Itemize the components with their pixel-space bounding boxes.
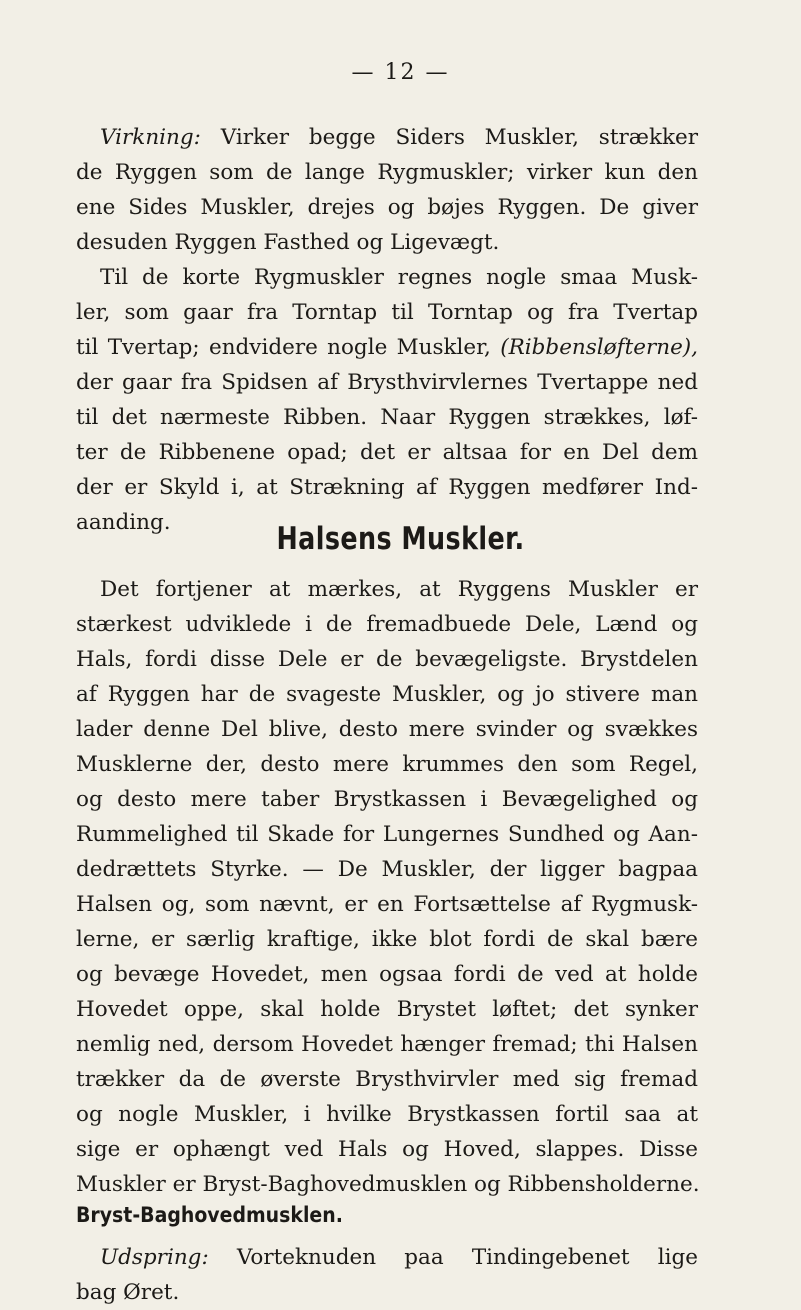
text-line: Til de korte Rygmuskler regnes nogle smaa Musk-	[100, 265, 698, 290]
paragraph-korte-rygmuskler	[76, 260, 698, 540]
text-line: stærkest udviklede i de fremadbuede Dele, Lænd og	[76, 612, 698, 637]
paragraph-udspring	[76, 1240, 698, 1310]
text-line: lerne, er særlig kraftige, ikke blot fordi de skal bære	[76, 927, 698, 952]
text-line: aanding.	[76, 510, 171, 535]
text-line	[76, 330, 698, 365]
text-line: Muskler er Bryst-Baghovedmusklen og Ribbensholderne.	[76, 1172, 700, 1197]
paragraph-virkning	[76, 120, 698, 260]
text-line: af Ryggen har de svageste Muskler, og jo stivere man	[76, 682, 698, 707]
line-text: Vorteknuden paa Tindingebenet lige	[236, 1245, 698, 1270]
text-line: til det nærmeste Ribben. Naar Ryggen strækkes, løf-	[76, 405, 698, 430]
text-line	[76, 1240, 698, 1275]
text-line: ter de Ribbenene opad; det er altsaa for en Del dem	[76, 440, 698, 465]
text-line: ler, som gaar fra Torntap til Torntap og fra Tvertap	[76, 300, 698, 325]
text-line: og bevæge Hovedet, men ogsaa fordi de ved at holde	[76, 962, 698, 987]
paragraph-halsens-muskler	[76, 572, 698, 1202]
page-number: — 12 —	[351, 60, 450, 85]
subsection-heading-block	[76, 1203, 698, 1227]
text-line: de Ryggen som de lange Rygmuskler; virker kun den	[76, 160, 698, 185]
text-line: dedrættets Styrke. — De Muskler, der ligger bagpaa	[76, 857, 698, 882]
italic-label: Virkning:	[100, 125, 201, 150]
text-line: der er Skyld i, at Strækning af Ryggen medfører Ind-	[76, 475, 698, 500]
line-text: til Tvertap; endvidere nogle Muskler,	[76, 335, 491, 360]
text-line: Hovedet oppe, skal holde Brystet løftet; det synker	[76, 997, 698, 1022]
text-line	[76, 120, 698, 155]
text-line: desuden Ryggen Fasthed og Ligevægt.	[76, 230, 500, 255]
text-line: Rummelighed til Skade for Lungernes Sundhed og Aan-	[76, 822, 698, 847]
subsection-heading: Bryst-Baghovedmusklen.	[76, 1203, 343, 1227]
text-line: Halsen og, som nævnt, er en Fortsættelse af Rygmusk-	[76, 892, 698, 917]
line-text: Virker begge Siders Muskler, strækker	[220, 125, 698, 150]
italic-term: (Ribbensløfterne),	[500, 335, 699, 360]
text-line: lader denne Del blive, desto mere svinder og svækkes	[76, 717, 698, 742]
section-heading: Halsens Muskler.	[276, 521, 525, 557]
text-line: sige er ophængt ved Hals og Hoved, slappes. Disse	[76, 1137, 698, 1162]
text-line: Musklerne der, desto mere krummes den som Regel,	[76, 752, 698, 777]
text-line: Hals, fordi disse Dele er de bevægeligste. Brystdelen	[76, 647, 698, 672]
text-line: og nogle Muskler, i hvilke Brystkassen fortil saa at	[76, 1102, 698, 1127]
text-line: trækker da de øverste Brysthvirvler med sig fremad	[76, 1067, 698, 1092]
italic-label: Udspring:	[100, 1245, 209, 1270]
text-line: der gaar fra Spidsen af Brysthvirvlernes Tvertappe ned	[76, 370, 698, 395]
text-line: nemlig ned, dersom Hovedet hænger fremad; thi Halsen	[76, 1032, 698, 1057]
text-line: ene Sides Muskler, drejes og bøjes Ryggen. De giver	[76, 195, 698, 220]
text-line: bag Øret.	[76, 1280, 180, 1305]
text-line: og desto mere taber Brystkassen i Bevægelighed og	[76, 787, 698, 812]
text-line: Det fortjener at mærkes, at Ryggens Muskler er	[100, 577, 698, 602]
